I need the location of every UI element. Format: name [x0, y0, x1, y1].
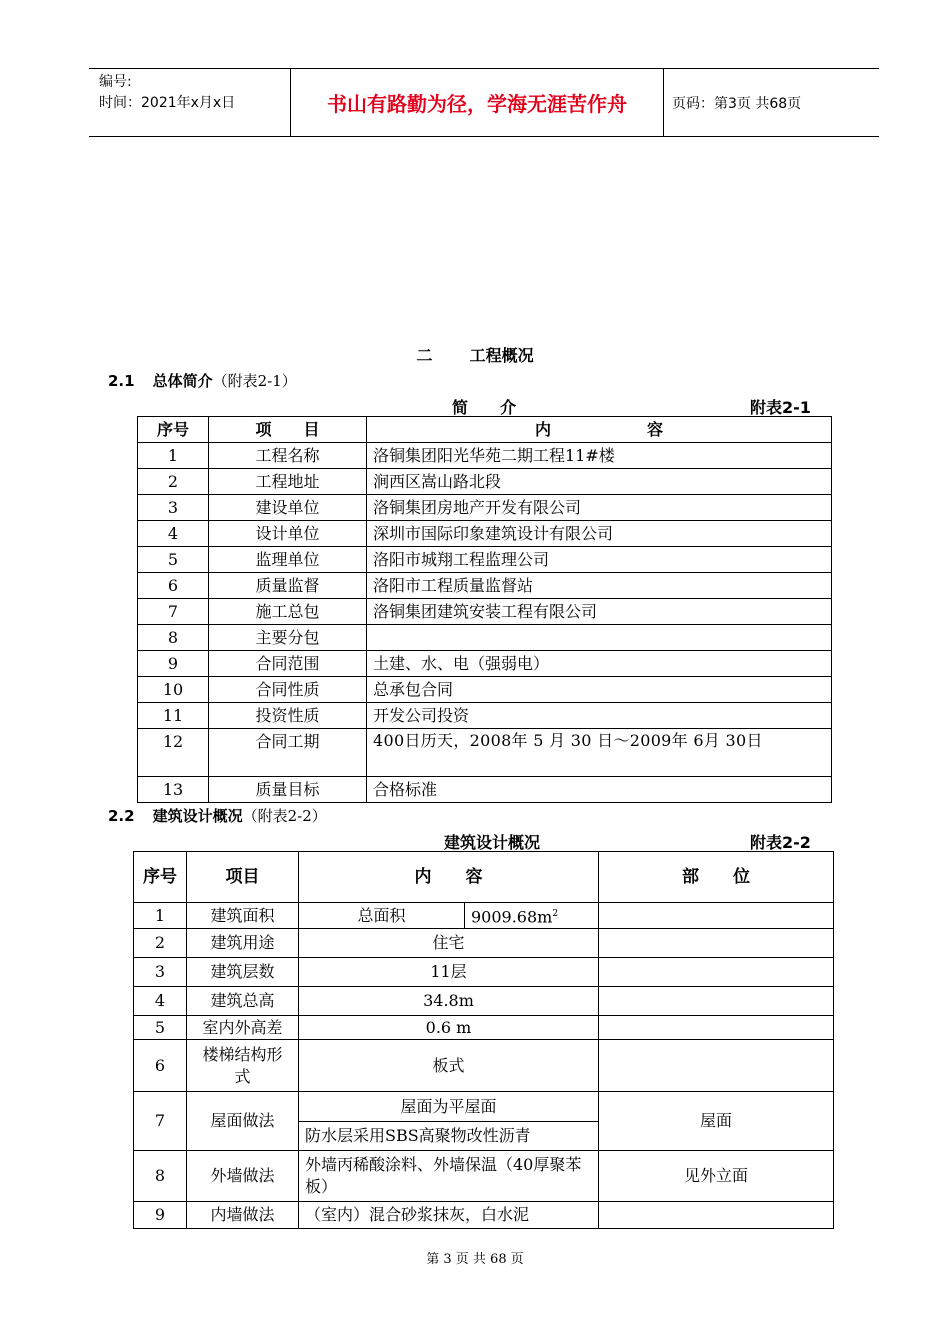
cell-content: 洛阳市城翔工程监理公司 [367, 547, 832, 573]
cell-seq: 2 [138, 469, 209, 495]
cell-content: 34.8m [299, 987, 599, 1016]
cell-part [599, 987, 834, 1016]
area-value: 9009.68m [471, 907, 553, 927]
cell-content: 合格标准 [367, 777, 832, 803]
chapter-title [0, 343, 950, 366]
header-seq: 序号 [138, 417, 209, 443]
cell-content: 400日历天，2008年 5 月 30 日～2009年 6月 30日 [367, 729, 832, 777]
cell-part: 屋面 [599, 1092, 834, 1151]
chapter-text: 工程概况 [469, 346, 534, 365]
cell-part [599, 958, 834, 987]
table-row [134, 929, 834, 958]
table-row [138, 651, 832, 677]
cell-seq: 12 [138, 729, 209, 777]
cell-part [599, 903, 834, 929]
cell-item: 建筑面积 [187, 903, 299, 929]
cell-content-b: 防水层采用SBS高聚物改性沥青 [299, 1122, 599, 1151]
table2-appendix: 附表2-2 [750, 833, 811, 852]
page-footer: 第 3 页 共 68 页 [426, 1252, 524, 1267]
cell-item: 楼梯结构形式 [187, 1040, 299, 1092]
cell-item: 工程名称 [209, 443, 367, 469]
table-row [138, 443, 832, 469]
cell-content: 洛铜集团建筑安装工程有限公司 [367, 599, 832, 625]
cell-item: 投资性质 [209, 703, 367, 729]
cell-seq: 4 [134, 987, 187, 1016]
table1-appendix: 附表2-1 [750, 398, 811, 417]
cell-content: 板式 [299, 1040, 599, 1092]
table-header-row [138, 417, 832, 443]
cell-content: （室内）混合砂浆抹灰，白水泥 [299, 1202, 599, 1229]
cell-item: 屋面做法 [187, 1092, 299, 1151]
cell-part [599, 929, 834, 958]
table-row [134, 1092, 834, 1122]
table-row [138, 521, 832, 547]
table-row [138, 599, 832, 625]
cell-content: 住宅 [299, 929, 599, 958]
cell-content: 洛铜集团房地产开发有限公司 [367, 495, 832, 521]
number-label: 编号: [99, 74, 132, 90]
section-note: （附表2-2） [242, 807, 327, 825]
cell-content [367, 625, 832, 651]
cell-part [599, 1040, 834, 1092]
table-row [138, 625, 832, 651]
table-row [138, 703, 832, 729]
cell-seq: 2 [134, 929, 187, 958]
header-item: 项目 [187, 852, 299, 903]
motto: 书山有路勤为径，学海无涯苦作舟 [291, 69, 664, 136]
table-row [138, 777, 832, 803]
cell-seq: 6 [138, 573, 209, 599]
cell-item: 设计单位 [209, 521, 367, 547]
table-row [138, 547, 832, 573]
cell-content: 外墙丙稀酸涂料、外墙保温（40厚聚苯板） [299, 1151, 599, 1202]
overview-table [137, 416, 832, 803]
header-item: 项 目 [209, 417, 367, 443]
cell-item: 室内外高差 [187, 1016, 299, 1040]
cell-content: 涧西区嵩山路北段 [367, 469, 832, 495]
table-row [138, 729, 832, 777]
date-label: 时间：2021年x月x日 [99, 95, 236, 111]
table1-caption: 简 介 [452, 398, 517, 417]
cell-seq: 4 [138, 521, 209, 547]
cell-seq: 5 [134, 1016, 187, 1040]
architecture-table [133, 851, 834, 1229]
area-unit-sup: 2 [552, 909, 559, 919]
cell-item: 建筑层数 [187, 958, 299, 987]
cell-content: 深圳市国际印象建筑设计有限公司 [367, 521, 832, 547]
table2-caption: 建筑设计概况 [444, 833, 541, 852]
cell-item: 主要分包 [209, 625, 367, 651]
section-title: 总体简介 [152, 372, 213, 390]
cell-seq: 9 [138, 651, 209, 677]
header-content: 内 容 [367, 417, 832, 443]
header-seq: 序号 [134, 852, 187, 903]
section-note: （附表2-1） [212, 372, 297, 390]
cell-seq: 1 [134, 903, 187, 929]
table-row [138, 495, 832, 521]
cell-item: 合同范围 [209, 651, 367, 677]
cell-seq: 10 [138, 677, 209, 703]
table-row [134, 1016, 834, 1040]
header-part: 部 位 [599, 852, 834, 903]
cell-content: 洛阳市工程质量监督站 [367, 573, 832, 599]
table-row [138, 573, 832, 599]
section-heading-2-1 [108, 370, 297, 391]
cell-item: 建筑用途 [187, 929, 299, 958]
cell-item: 监理单位 [209, 547, 367, 573]
cell-item: 建设单位 [209, 495, 367, 521]
table-row [138, 469, 832, 495]
cell-content: 开发公司投资 [367, 703, 832, 729]
cell-item: 内墙做法 [187, 1202, 299, 1229]
table-row [134, 958, 834, 987]
cell-item: 合同工期 [209, 729, 367, 777]
cell-item: 合同性质 [209, 677, 367, 703]
cell-seq: 6 [134, 1040, 187, 1092]
cell-content-a: 屋面为平屋面 [299, 1092, 599, 1122]
table-row [138, 677, 832, 703]
cell-seq: 7 [134, 1092, 187, 1151]
header-content: 内 容 [299, 852, 599, 903]
cell-content: 总承包合同 [367, 677, 832, 703]
cell-item: 工程地址 [209, 469, 367, 495]
cell-seq: 8 [134, 1151, 187, 1202]
table-row [134, 987, 834, 1016]
cell-part [599, 1202, 834, 1229]
cell-seq: 9 [134, 1202, 187, 1229]
section-number: 2.1 [108, 372, 135, 390]
cell-seq: 11 [138, 703, 209, 729]
page-info: 页码：第3页 共68页 [672, 95, 802, 112]
cell-seq: 3 [138, 495, 209, 521]
section-heading-2-2 [108, 805, 327, 826]
cell-seq: 5 [138, 547, 209, 573]
chapter-number: 二 [416, 346, 433, 365]
cell-item: 外墙做法 [187, 1151, 299, 1202]
table-row [134, 903, 834, 929]
section-title: 建筑设计概况 [152, 807, 243, 825]
table-row [134, 1040, 834, 1092]
table-row [134, 1202, 834, 1229]
page-header [89, 68, 879, 137]
table-header-row [134, 852, 834, 903]
header-meta [89, 69, 291, 136]
cell-part: 见外立面 [599, 1151, 834, 1202]
cell-content: 土建、水、电（强弱电） [367, 651, 832, 677]
cell-seq: 7 [138, 599, 209, 625]
cell-item: 质量监督 [209, 573, 367, 599]
cell-value [465, 903, 599, 929]
cell-seq: 3 [134, 958, 187, 987]
cell-content: 洛铜集团阳光华苑二期工程11#楼 [367, 443, 832, 469]
cell-item: 施工总包 [209, 599, 367, 625]
cell-content: 11层 [299, 958, 599, 987]
cell-sub-label: 总面积 [299, 903, 465, 929]
cell-content: 0.6 m [299, 1016, 599, 1040]
section-number: 2.2 [108, 807, 135, 825]
cell-seq: 8 [138, 625, 209, 651]
cell-seq: 1 [138, 443, 209, 469]
cell-item: 质量目标 [209, 777, 367, 803]
cell-seq: 13 [138, 777, 209, 803]
cell-part [599, 1016, 834, 1040]
cell-item: 建筑总高 [187, 987, 299, 1016]
table-row [134, 1151, 834, 1202]
